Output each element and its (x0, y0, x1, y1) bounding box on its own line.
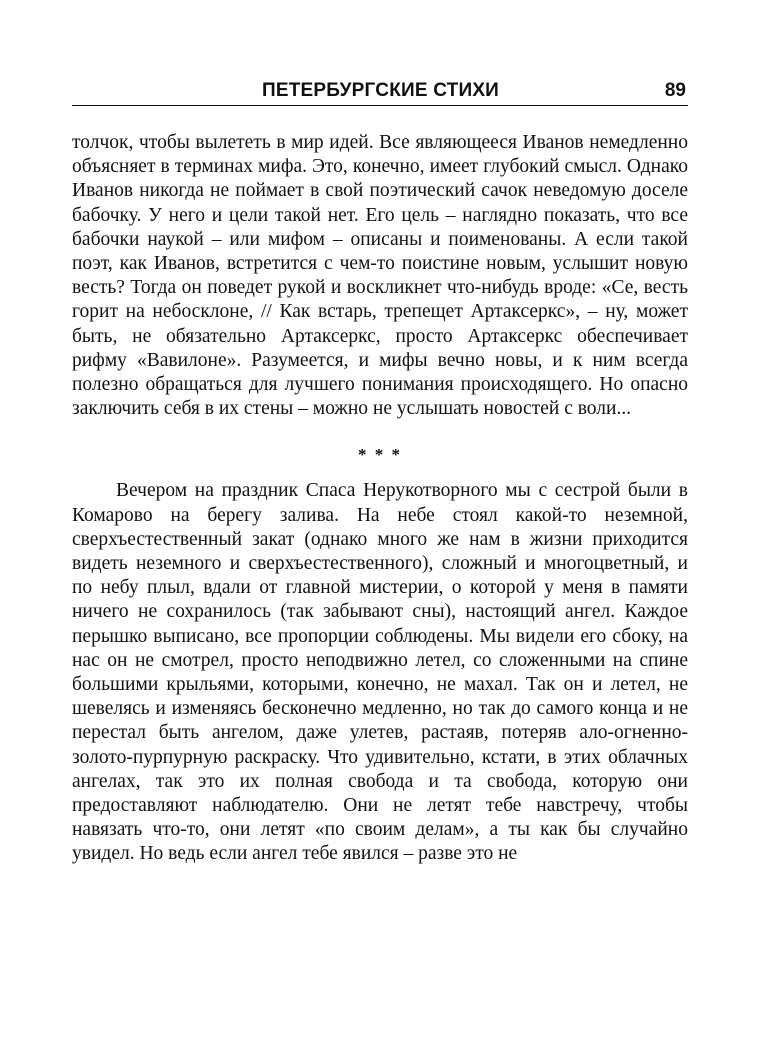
running-title: ПЕТЕРБУРГСКИЕ СТИХИ (262, 80, 500, 101)
paragraph-angel: Вечером на праздник Спаса Нерукотворного мы с сестрой были в Комарово на берегу залива. На небе стоял какой-то неземной, сверхъестественный закат (однако много же нам в жизни приходится видеть неземного и сверхъестественного), сложный и многоцветный, и по небу плыл, вдали от главной мистерии, о которой у меня в памяти ничего не сохранилось (так забывают сны), настоящий ангел. Каждое перышко выписано, все пропорции соблюдены. Мы видели его сбоку, на нас он не смотрел, просто неподвижно летел, со сложенными на спине большими крыльями, которыми, конечно, не махал. Так он и летел, не шевелясь и изменяясь бесконечно медленно, но так до самого конца и не перестал быть ангелом, даже улетев, растаяв, потеряв ало-огненно-золото-пурпурную раскраску. Что удивительно, кстати, в этих облачных ангелах, так это их полная свобода и та свобода, которую они предоставляют наблюдателю. Они не летят тебе навстречу, чтобы навязать что-то, они летят «по своим делам», а ты как бы случайно увидел. Но ведь если ангел тебе явился – разве это не (72, 480, 688, 865)
running-header (72, 78, 688, 106)
book-page (72, 78, 688, 867)
page-number: 89 (664, 80, 686, 101)
paragraph-continued: толчок, чтобы вылететь в мир идей. Все являющееся Иванов немедленно объясняет в терминах мифа. Это, конечно, имеет глубокий смысл. Однако Иванов никогда не поймает в свой поэтический сачок неведомую доселе бабочку. У него и цели такой нет. Его цель – наглядно показать, что все бабочки наукой – или мифом – описаны и поименованы. А если такой поэт, как Иванов, встретится с чем-то поистине новым, услышит новую весть? Тогда он поведет рукой и воскликнет что-нибудь вроде: «Се, весть горит на небосклоне, // Как встарь, трепещет Артаксеркс», – ну, может быть, не обязательно Артаксеркс, просто Артаксеркс обеспечивает рифму «Вавилоне». Разумеется, и мифы вечно новы, и к ним всегда полезно обращаться для лучшего понимания происходящего. Но опасно заключить себя в их стены – можно не услышать новостей с воли... (72, 132, 688, 420)
section-separator: * * * (358, 445, 402, 465)
